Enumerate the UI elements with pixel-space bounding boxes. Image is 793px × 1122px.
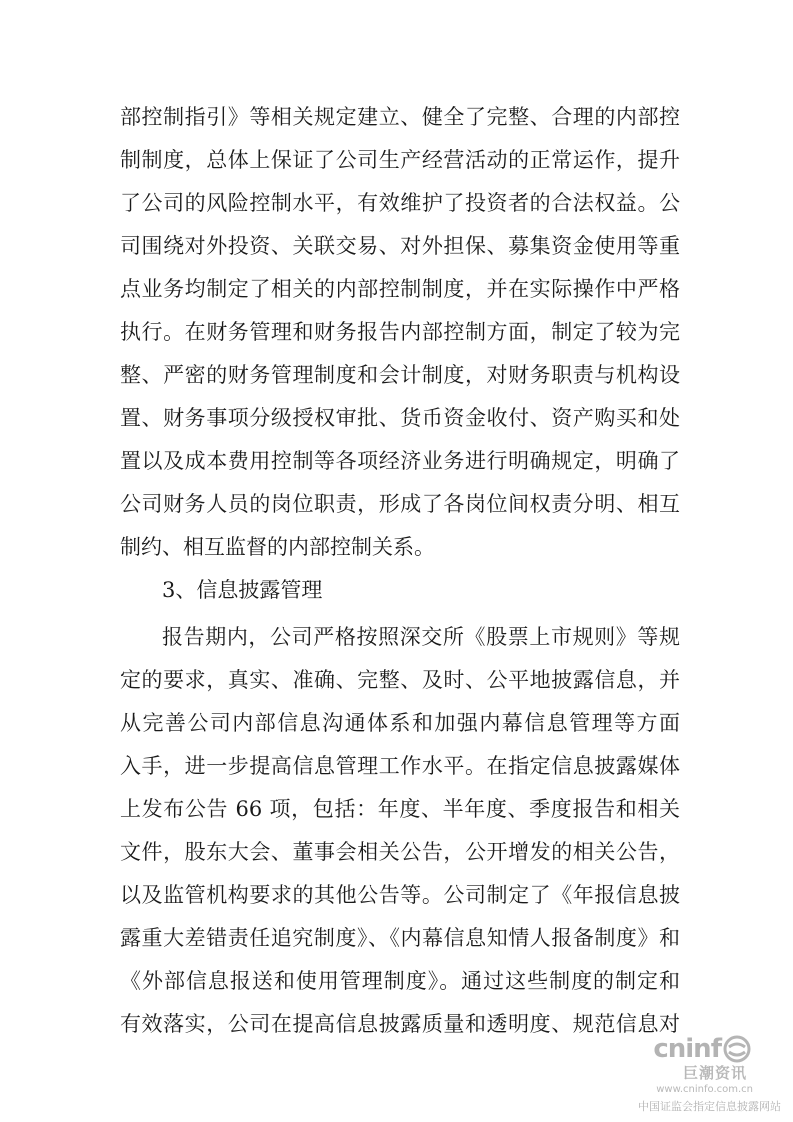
paragraph-line: 点业务均制定了相关的内部控制制度，并在实际操作中严格 <box>120 277 680 301</box>
cninfo-url: www.cninfo.com.cn <box>656 1084 753 1095</box>
cninfo-logo-text: cninf <box>653 1034 721 1064</box>
paragraph-line: 置、财务事项分级授权审批、货币资金收付、资产购买和处 <box>120 406 680 430</box>
cninfo-logo-icon <box>723 1035 751 1063</box>
paragraph-line: 执行。在财务管理和财务报告内部控制方面，制定了较为完 <box>120 320 680 344</box>
section-heading: 3、信息披露管理 <box>162 578 323 602</box>
paragraph-line: 以及监管机构要求的其他公告等。公司制定了《年报信息披 <box>120 883 680 907</box>
paragraph-line: 《外部信息报送和使用管理制度》。通过这些制度的制定和 <box>120 969 680 993</box>
paragraph-line: 定的要求，真实、准确、完整、及时、公平地披露信息，并 <box>120 668 680 692</box>
paragraph-line: 部控制指引》等相关规定建立、健全了完整、合理的内部控 <box>120 105 680 129</box>
paragraph-line: 露重大差错责任追究制度》、《内幕信息知情人报备制度》和 <box>120 926 680 950</box>
paragraph-line: 整、严密的财务管理制度和会计制度，对财务职责与机构设 <box>120 363 680 387</box>
paragraph-line: 文件，股东大会、董事会相关公告，公开增发的相关公告， <box>120 840 680 864</box>
paragraph-line: 制制度，总体上保证了公司生产经营活动的正常运作，提升 <box>120 148 680 172</box>
paragraph-line: 制约、相互监督的内部控制关系。 <box>120 535 435 559</box>
paragraph-line: 上发布公告 66 项，包括：年度、半年度、季度报告和相关 <box>120 797 680 821</box>
paragraph-line: 公司财务人员的岗位职责，形成了各岗位间权责分明、相互 <box>120 492 680 516</box>
cninfo-cn-name: 巨潮资讯 <box>682 1064 747 1082</box>
cninfo-watermark <box>611 1032 781 1114</box>
cninfo-logo <box>653 1032 751 1066</box>
paragraph-line: 了公司的风险控制水平，有效维护了投资者的合法权益。公 <box>120 191 680 215</box>
paragraph-line: 入手，进一步提高信息管理工作水平。在指定信息披露媒体 <box>120 754 680 778</box>
paragraph-line: 从完善公司内部信息沟通体系和加强内幕信息管理等方面 <box>120 711 680 735</box>
paragraph-line: 司围绕对外投资、关联交易、对外担保、募集资金使用等重 <box>120 234 680 258</box>
paragraph-line: 报告期内，公司严格按照深交所《股票上市规则》等规 <box>162 625 680 649</box>
paragraph-line: 有效落实，公司在提高信息披露质量和透明度、规范信息对 <box>120 1012 680 1036</box>
cninfo-site-name: 中国证监会指定信息披露网站 <box>638 1100 781 1113</box>
paragraph-line: 置以及成本费用控制等各项经济业务进行明确规定，明确了 <box>120 449 680 473</box>
